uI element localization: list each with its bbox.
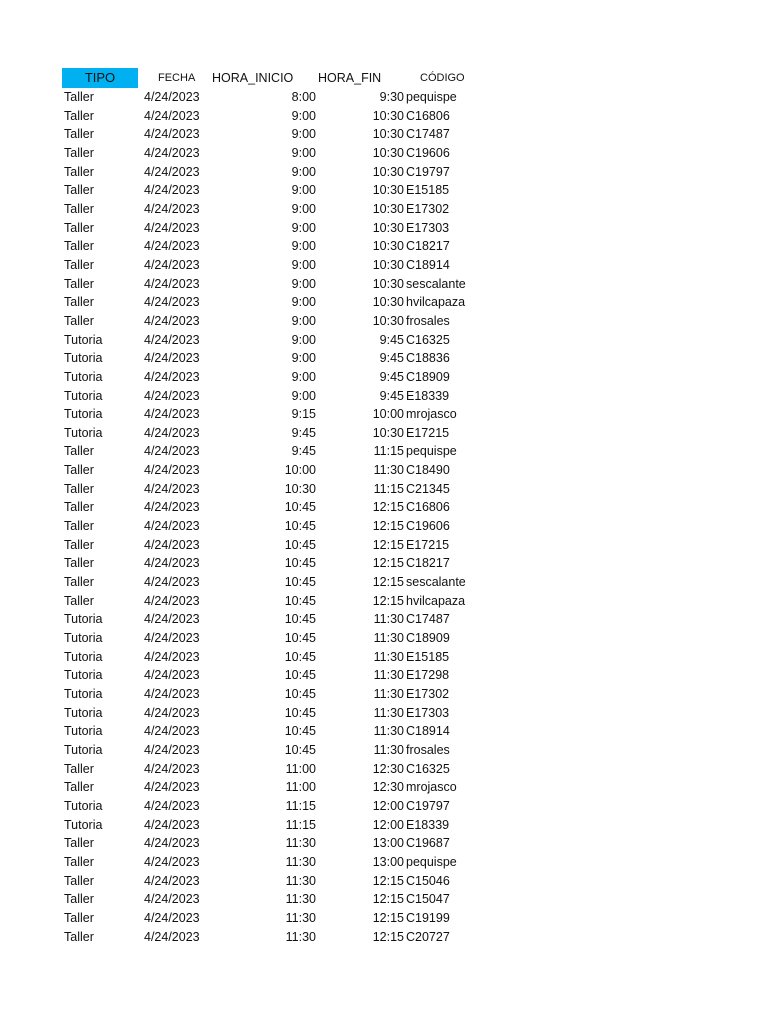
- table-row: [0, 349, 768, 368]
- cell-fecha[interactable]: 4/24/2023: [144, 537, 200, 552]
- cell-codigo[interactable]: E15185: [406, 649, 450, 664]
- cell-tipo[interactable]: Taller: [64, 108, 94, 123]
- cell-hora-fin[interactable]: 11:30: [373, 649, 404, 664]
- cell-fecha[interactable]: 4/24/2023: [144, 519, 200, 534]
- cell-hora-fin[interactable]: 12:15: [372, 556, 404, 571]
- header-tipo[interactable]: TIPO: [62, 68, 138, 88]
- cell-hora-inicio[interactable]: 10:45: [284, 668, 316, 683]
- cell-codigo[interactable]: C19687: [406, 836, 450, 851]
- cell-hora-fin[interactable]: 13:00: [372, 836, 404, 851]
- cell-hora-inicio[interactable]: 10:45: [284, 649, 316, 664]
- cell-hora-inicio[interactable]: 10:45: [284, 500, 316, 515]
- cell-tipo[interactable]: Taller: [64, 201, 94, 216]
- table-row: [0, 722, 768, 741]
- cell-tipo[interactable]: Taller: [64, 481, 94, 496]
- cell-fecha[interactable]: 4/24/2023: [144, 892, 200, 907]
- cell-hora-inicio[interactable]: 10:00: [284, 463, 316, 478]
- cell-tipo[interactable]: Tutoria: [64, 388, 103, 403]
- table-row: [0, 387, 768, 406]
- header-hora-fin[interactable]: HORA_FIN: [318, 71, 382, 85]
- table-row: [0, 461, 768, 480]
- cell-codigo[interactable]: C18914: [406, 724, 450, 739]
- cell-tipo[interactable]: Tutoria: [64, 687, 103, 701]
- cell-hora-inicio[interactable]: 11:30: [285, 836, 316, 851]
- cell-tipo[interactable]: Taller: [64, 780, 94, 795]
- cell-hora-inicio[interactable]: 11:30: [285, 873, 316, 888]
- table-row: [0, 629, 768, 648]
- cell-tipo[interactable]: Taller: [64, 164, 94, 179]
- cell-fecha[interactable]: 4/24/2023: [144, 649, 200, 664]
- cell-tipo[interactable]: Taller: [64, 183, 94, 198]
- cell-tipo[interactable]: Tutoria: [64, 798, 103, 813]
- cell-codigo[interactable]: C19797: [406, 164, 450, 179]
- cell-fecha[interactable]: 4/24/2023: [144, 425, 200, 440]
- cell-fecha[interactable]: 4/24/2023: [144, 164, 200, 179]
- cell-hora-fin[interactable]: 10:30: [372, 108, 404, 123]
- cell-fecha[interactable]: 4/24/2023: [144, 668, 200, 683]
- cell-codigo[interactable]: hvilcapaza: [406, 295, 466, 310]
- table-row: [0, 480, 768, 499]
- cell-fecha[interactable]: 4/24/2023: [144, 481, 200, 496]
- cell-hora-fin[interactable]: 11:30: [373, 742, 404, 757]
- table-row: [0, 163, 768, 182]
- cell-hora-inicio[interactable]: 9:00: [291, 369, 316, 384]
- cell-hora-inicio[interactable]: 9:00: [291, 108, 316, 123]
- cell-fecha[interactable]: 4/24/2023: [144, 556, 200, 571]
- cell-codigo[interactable]: E17215: [406, 425, 450, 440]
- cell-hora-fin[interactable]: 10:30: [372, 425, 404, 440]
- cell-hora-fin[interactable]: 10:30: [372, 239, 404, 254]
- cell-hora-fin[interactable]: 12:15: [372, 575, 404, 590]
- cell-tipo[interactable]: Tutoria: [64, 817, 103, 832]
- table-row: [0, 853, 768, 872]
- cell-tipo[interactable]: Tutoria: [64, 425, 103, 440]
- table-row: [0, 181, 768, 200]
- data-rows: [0, 88, 768, 946]
- cell-fecha[interactable]: 4/24/2023: [144, 145, 200, 160]
- cell-hora-fin[interactable]: 10:30: [372, 145, 404, 160]
- cell-hora-fin[interactable]: 12:15: [372, 929, 404, 944]
- cell-hora-fin[interactable]: 12:15: [372, 910, 404, 925]
- cell-hora-inicio[interactable]: 11:30: [285, 910, 316, 925]
- cell-codigo[interactable]: E18339: [406, 388, 450, 403]
- table-row: [0, 517, 768, 536]
- cell-codigo[interactable]: C16325: [406, 332, 450, 347]
- table-row: [0, 275, 768, 294]
- cell-fecha[interactable]: 4/24/2023: [144, 929, 200, 944]
- cell-fecha[interactable]: 4/24/2023: [144, 388, 200, 403]
- cell-tipo[interactable]: Tutoria: [64, 649, 103, 664]
- cell-fecha[interactable]: 4/24/2023: [144, 687, 200, 701]
- cell-hora-fin[interactable]: 12:15: [372, 537, 404, 552]
- cell-hora-inicio[interactable]: 10:45: [284, 575, 316, 590]
- table-row: [0, 592, 768, 611]
- table-row: [0, 293, 768, 312]
- table-row: [0, 778, 768, 797]
- cell-codigo[interactable]: hvilcapaza: [406, 593, 466, 608]
- cell-tipo[interactable]: Taller: [64, 537, 94, 552]
- cell-tipo[interactable]: Taller: [64, 929, 94, 944]
- cell-codigo[interactable]: pequispe: [406, 854, 457, 869]
- cell-fecha[interactable]: 4/24/2023: [144, 742, 200, 757]
- cell-hora-inicio[interactable]: 9:00: [291, 239, 316, 254]
- cell-hora-fin[interactable]: 12:15: [372, 873, 404, 888]
- cell-codigo[interactable]: C18836: [406, 351, 450, 366]
- table-row: [0, 405, 768, 424]
- cell-hora-fin[interactable]: 10:30: [372, 183, 404, 198]
- cell-hora-inicio[interactable]: 9:00: [291, 388, 316, 403]
- cell-tipo[interactable]: Taller: [64, 463, 94, 478]
- cell-fecha[interactable]: 4/24/2023: [144, 836, 200, 851]
- cell-hora-inicio[interactable]: 9:00: [291, 313, 316, 328]
- table-row: [0, 200, 768, 219]
- cell-fecha[interactable]: 4/24/2023: [144, 780, 200, 795]
- cell-tipo[interactable]: Taller: [64, 220, 94, 235]
- cell-fecha[interactable]: 4/24/2023: [144, 500, 200, 515]
- cell-codigo[interactable]: sescalante: [406, 276, 466, 291]
- cell-tipo[interactable]: Taller: [64, 519, 94, 534]
- cell-tipo[interactable]: Tutoria: [64, 369, 103, 384]
- cell-hora-fin[interactable]: 11:30: [373, 724, 404, 739]
- cell-codigo[interactable]: E17302: [406, 201, 450, 216]
- cell-hora-inicio[interactable]: 11:30: [285, 929, 316, 944]
- cell-hora-inicio[interactable]: 11:15: [285, 798, 316, 813]
- cell-hora-inicio[interactable]: 9:45: [291, 425, 316, 440]
- table-row: [0, 219, 768, 238]
- cell-hora-inicio[interactable]: 8:00: [291, 90, 316, 104]
- cell-hora-fin[interactable]: 10:30: [372, 313, 404, 328]
- cell-codigo[interactable]: frosales: [406, 313, 450, 328]
- cell-fecha[interactable]: 4/24/2023: [144, 761, 200, 776]
- table-row: [0, 909, 768, 928]
- table-row: [0, 816, 768, 835]
- cell-hora-inicio[interactable]: 11:00: [285, 761, 316, 776]
- cell-fecha[interactable]: 4/24/2023: [144, 463, 200, 478]
- cell-codigo[interactable]: C16806: [406, 108, 450, 123]
- cell-fecha[interactable]: 4/24/2023: [144, 612, 200, 627]
- cell-hora-inicio[interactable]: 10:45: [284, 724, 316, 739]
- cell-fecha[interactable]: 4/24/2023: [144, 705, 200, 720]
- cell-tipo[interactable]: Taller: [64, 854, 94, 869]
- cell-fecha[interactable]: 4/24/2023: [144, 220, 200, 235]
- table-row: [0, 256, 768, 275]
- cell-codigo[interactable]: E17302: [406, 687, 450, 701]
- cell-tipo[interactable]: Taller: [64, 313, 94, 328]
- table-row: [0, 125, 768, 144]
- table-row: [0, 424, 768, 443]
- cell-codigo[interactable]: E18339: [406, 817, 450, 832]
- cell-tipo[interactable]: Tutoria: [64, 332, 103, 347]
- cell-fecha[interactable]: 4/24/2023: [144, 593, 200, 608]
- cell-hora-inicio[interactable]: 9:00: [291, 276, 316, 291]
- cell-codigo[interactable]: C20727: [406, 929, 450, 944]
- cell-fecha[interactable]: 4/24/2023: [144, 910, 200, 925]
- cell-hora-inicio[interactable]: 10:45: [284, 537, 316, 552]
- table-row: [0, 797, 768, 816]
- cell-fecha[interactable]: 4/24/2023: [144, 631, 200, 646]
- cell-fecha[interactable]: 4/24/2023: [144, 183, 200, 198]
- cell-hora-fin[interactable]: 10:30: [372, 164, 404, 179]
- cell-tipo[interactable]: Taller: [64, 575, 94, 590]
- cell-hora-inicio[interactable]: 10:45: [284, 631, 316, 646]
- cell-hora-fin[interactable]: 11:15: [373, 481, 404, 496]
- cell-hora-inicio[interactable]: 9:00: [291, 332, 316, 347]
- cell-tipo[interactable]: Tutoria: [64, 407, 103, 422]
- cell-codigo[interactable]: mrojasco: [406, 407, 457, 422]
- table-row: [0, 312, 768, 331]
- cell-hora-fin[interactable]: 10:30: [372, 201, 404, 216]
- cell-codigo[interactable]: C18914: [406, 257, 450, 272]
- table-row: [0, 368, 768, 387]
- cell-hora-fin[interactable]: 10:30: [372, 127, 404, 142]
- table-row: [0, 573, 768, 592]
- cell-codigo[interactable]: E17303: [406, 705, 450, 720]
- cell-codigo[interactable]: C17487: [406, 127, 450, 142]
- table-row: [0, 107, 768, 126]
- cell-codigo[interactable]: C19199: [406, 910, 450, 925]
- cell-fecha[interactable]: 4/24/2023: [144, 351, 200, 366]
- cell-hora-fin[interactable]: 10:30: [372, 257, 404, 272]
- cell-fecha[interactable]: 4/24/2023: [144, 90, 200, 104]
- cell-fecha[interactable]: 4/24/2023: [144, 108, 200, 123]
- header-hora-inicio[interactable]: HORA_INICIO: [212, 71, 294, 85]
- cell-hora-fin[interactable]: 9:45: [379, 332, 404, 347]
- cell-hora-inicio[interactable]: 9:15: [291, 407, 316, 422]
- cell-hora-inicio[interactable]: 9:00: [291, 220, 316, 235]
- table-row: [0, 872, 768, 891]
- cell-fecha[interactable]: 4/24/2023: [144, 575, 200, 590]
- cell-fecha[interactable]: 4/24/2023: [144, 873, 200, 888]
- cell-hora-fin[interactable]: 9:45: [379, 388, 404, 403]
- cell-hora-inicio[interactable]: 9:00: [291, 201, 316, 216]
- table-row: [0, 88, 768, 107]
- cell-codigo[interactable]: C18217: [406, 239, 450, 254]
- cell-hora-fin[interactable]: 12:00: [372, 798, 404, 813]
- table-row: [0, 760, 768, 779]
- cell-hora-fin[interactable]: 10:30: [372, 276, 404, 291]
- cell-fecha[interactable]: 4/24/2023: [144, 798, 200, 813]
- cell-hora-fin[interactable]: 12:15: [372, 500, 404, 515]
- cell-hora-fin[interactable]: 11:30: [373, 631, 404, 646]
- cell-fecha[interactable]: 4/24/2023: [144, 295, 200, 310]
- cell-fecha[interactable]: 4/24/2023: [144, 276, 200, 291]
- cell-tipo[interactable]: Tutoria: [64, 742, 103, 757]
- table-row: [0, 554, 768, 573]
- cell-hora-fin[interactable]: 12:00: [372, 817, 404, 832]
- cell-hora-inicio[interactable]: 9:00: [291, 351, 316, 366]
- cell-tipo[interactable]: Taller: [64, 761, 94, 776]
- cell-tipo[interactable]: Taller: [64, 127, 94, 142]
- cell-fecha[interactable]: 4/24/2023: [144, 817, 200, 832]
- cell-tipo[interactable]: Taller: [64, 257, 94, 272]
- cell-hora-fin[interactable]: 11:30: [373, 612, 404, 627]
- cell-hora-fin[interactable]: 11:30: [373, 687, 404, 701]
- cell-codigo[interactable]: C18909: [406, 369, 450, 384]
- cell-hora-inicio[interactable]: 11:00: [285, 780, 316, 795]
- cell-tipo[interactable]: Taller: [64, 276, 94, 291]
- cell-tipo[interactable]: Taller: [64, 910, 94, 925]
- cell-tipo[interactable]: Tutoria: [64, 612, 103, 627]
- cell-hora-fin[interactable]: 9:45: [379, 351, 404, 366]
- table-row: [0, 237, 768, 256]
- cell-hora-fin[interactable]: 9:30: [379, 90, 404, 104]
- cell-codigo[interactable]: C17487: [406, 612, 450, 627]
- cell-hora-fin[interactable]: 13:00: [372, 854, 404, 869]
- cell-codigo[interactable]: C16806: [406, 500, 450, 515]
- cell-tipo[interactable]: Tutoria: [64, 631, 103, 646]
- table-row: [0, 610, 768, 629]
- cell-hora-fin[interactable]: 11:15: [373, 444, 404, 459]
- cell-hora-inicio[interactable]: 10:45: [284, 593, 316, 608]
- cell-hora-fin[interactable]: 11:30: [373, 668, 404, 683]
- cell-hora-fin[interactable]: 10:30: [372, 295, 404, 310]
- cell-fecha[interactable]: 4/24/2023: [144, 724, 200, 739]
- cell-hora-inicio[interactable]: 11:15: [285, 817, 316, 832]
- cell-fecha[interactable]: 4/24/2023: [144, 369, 200, 384]
- cell-codigo[interactable]: C21345: [406, 481, 450, 496]
- cell-tipo[interactable]: Tutoria: [64, 351, 103, 366]
- cell-codigo[interactable]: C15046: [406, 873, 450, 888]
- cell-hora-inicio[interactable]: 9:45: [291, 444, 316, 459]
- cell-codigo[interactable]: C15047: [406, 892, 450, 907]
- cell-hora-inicio[interactable]: 9:00: [291, 295, 316, 310]
- cell-codigo[interactable]: mrojasco: [406, 780, 457, 795]
- cell-tipo[interactable]: Tutoria: [64, 705, 103, 720]
- table-row: [0, 648, 768, 667]
- cell-fecha[interactable]: 4/24/2023: [144, 127, 200, 142]
- cell-hora-fin[interactable]: 12:30: [372, 780, 404, 795]
- cell-hora-inicio[interactable]: 10:45: [284, 687, 316, 701]
- cell-hora-inicio[interactable]: 10:30: [284, 481, 316, 496]
- table-row: [0, 834, 768, 853]
- cell-hora-inicio[interactable]: 10:45: [284, 705, 316, 720]
- cell-codigo[interactable]: frosales: [406, 742, 450, 757]
- table-row: [0, 928, 768, 947]
- table-row: [0, 685, 768, 704]
- cell-codigo[interactable]: pequispe: [406, 90, 457, 104]
- table-row: [0, 890, 768, 909]
- cell-tipo[interactable]: Taller: [64, 593, 94, 608]
- cell-hora-inicio[interactable]: 9:00: [291, 257, 316, 272]
- cell-hora-inicio[interactable]: 10:45: [284, 612, 316, 627]
- cell-tipo[interactable]: Taller: [64, 295, 94, 310]
- cell-hora-inicio[interactable]: 9:00: [291, 183, 316, 198]
- header-codigo[interactable]: CÓDIGO: [420, 72, 465, 84]
- cell-fecha[interactable]: 4/24/2023: [144, 332, 200, 347]
- header-fecha[interactable]: FECHA: [158, 72, 196, 84]
- cell-codigo[interactable]: C18909: [406, 631, 450, 646]
- cell-hora-fin[interactable]: 11:30: [373, 463, 404, 478]
- cell-hora-fin[interactable]: 12:15: [372, 519, 404, 534]
- cell-hora-fin[interactable]: 10:00: [372, 407, 404, 422]
- cell-tipo[interactable]: Taller: [64, 239, 94, 254]
- cell-hora-fin[interactable]: 11:30: [373, 705, 404, 720]
- cell-fecha[interactable]: 4/24/2023: [144, 854, 200, 869]
- cell-tipo[interactable]: Taller: [64, 145, 94, 160]
- cell-codigo[interactable]: C18490: [406, 463, 450, 478]
- table-row: [0, 144, 768, 163]
- cell-fecha[interactable]: 4/24/2023: [144, 257, 200, 272]
- table-row: [0, 704, 768, 723]
- cell-codigo[interactable]: C16325: [406, 761, 450, 776]
- cell-codigo[interactable]: C19797: [406, 798, 450, 813]
- cell-fecha[interactable]: 4/24/2023: [144, 201, 200, 216]
- cell-codigo[interactable]: sescalante: [406, 575, 466, 590]
- cell-codigo[interactable]: C19606: [406, 145, 450, 160]
- cell-fecha[interactable]: 4/24/2023: [144, 313, 200, 328]
- cell-codigo[interactable]: E17298: [406, 668, 450, 683]
- table-row: [0, 741, 768, 760]
- cell-hora-inicio[interactable]: 11:30: [285, 854, 316, 869]
- cell-fecha[interactable]: 4/24/2023: [144, 407, 200, 422]
- cell-hora-fin[interactable]: 10:30: [372, 220, 404, 235]
- cell-tipo[interactable]: Taller: [64, 892, 94, 907]
- cell-hora-inicio[interactable]: 9:00: [291, 164, 316, 179]
- table-row: [0, 666, 768, 685]
- cell-hora-inicio[interactable]: 10:45: [284, 742, 316, 757]
- table-row: [0, 498, 768, 517]
- cell-fecha[interactable]: 4/24/2023: [144, 239, 200, 254]
- cell-tipo[interactable]: Taller: [64, 873, 94, 888]
- cell-hora-inicio[interactable]: 10:45: [284, 556, 316, 571]
- cell-codigo[interactable]: E17215: [406, 537, 450, 552]
- table-row: [0, 442, 768, 461]
- cell-fecha[interactable]: 4/24/2023: [144, 444, 200, 459]
- cell-hora-fin[interactable]: 12:15: [372, 593, 404, 608]
- cell-hora-inicio[interactable]: 10:45: [284, 519, 316, 534]
- cell-codigo[interactable]: C19606: [406, 519, 450, 534]
- cell-hora-fin[interactable]: 9:45: [379, 369, 404, 384]
- cell-tipo[interactable]: Taller: [64, 556, 94, 571]
- cell-tipo[interactable]: Taller: [64, 444, 94, 459]
- cell-tipo[interactable]: Taller: [64, 836, 94, 851]
- cell-tipo[interactable]: Tutoria: [64, 668, 103, 683]
- cell-tipo[interactable]: Taller: [64, 500, 94, 515]
- cell-codigo[interactable]: C18217: [406, 556, 450, 571]
- cell-codigo[interactable]: pequispe: [406, 444, 457, 459]
- cell-hora-fin[interactable]: 12:15: [372, 892, 404, 907]
- cell-codigo[interactable]: E15185: [406, 183, 450, 198]
- cell-tipo[interactable]: Tutoria: [64, 724, 103, 739]
- cell-tipo[interactable]: Taller: [64, 90, 94, 104]
- table-row: [0, 331, 768, 350]
- cell-codigo[interactable]: E17303: [406, 220, 450, 235]
- cell-hora-inicio[interactable]: 9:00: [291, 127, 316, 142]
- cell-hora-fin[interactable]: 12:30: [372, 761, 404, 776]
- cell-hora-inicio[interactable]: 11:30: [285, 892, 316, 907]
- cell-hora-inicio[interactable]: 9:00: [291, 145, 316, 160]
- table-row: [0, 536, 768, 555]
